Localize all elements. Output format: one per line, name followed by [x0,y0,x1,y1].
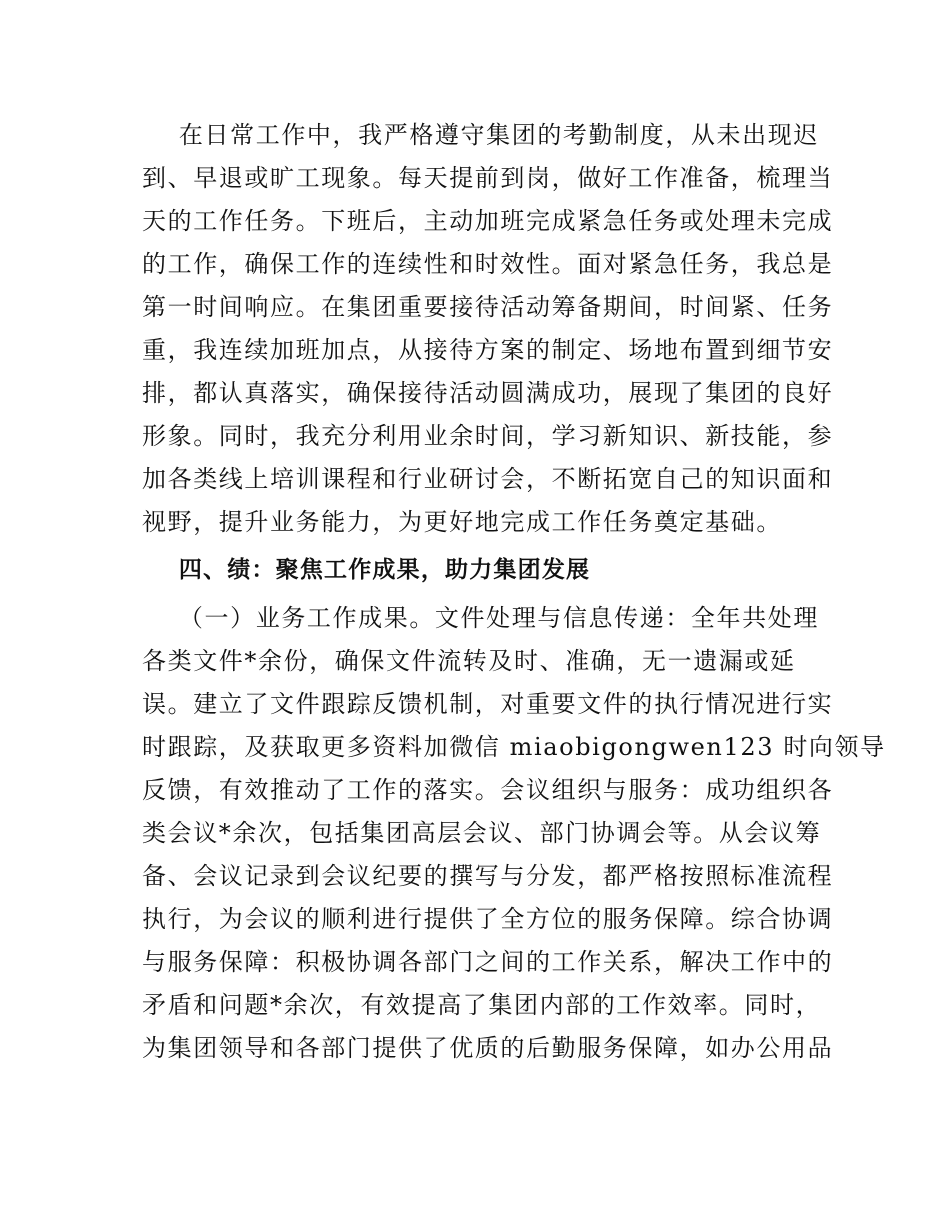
text-line: 排，都认真落实，确保接待活动圆满成功，展现了集团的良好 [142,379,834,407]
text-line: 误。建立了文件跟踪反馈机制，对重要文件的执行情况进行实 [142,690,834,718]
text-line: 在日常工作中，我严格遵守集团的考勤制度，从未出现迟 [142,121,819,149]
text-line: 的工作，确保工作的连续性和时效性。面对紧急任务，我总是 [142,250,834,278]
text-line: （一）业务工作成果。文件处理与信息传递：全年共处理 [142,604,819,632]
text-line: 与服务保障：积极协调各部门之间的工作关系，解决工作中的 [142,948,834,976]
text-line: 到、早退或旷工现象。每天提前到岗，做好工作准备，梳理当 [142,164,834,192]
text-line: 时跟踪，及获取更多资料加微信 miaobigongwen123 时向领导 [142,733,886,761]
text-line: 天的工作任务。下班后，主动加班完成紧急任务或处理未完成 [142,207,834,235]
text-line: 加各类线上培训课程和行业研讨会，不断拓宽自己的知识面和 [142,465,834,493]
text-line: 第一时间响应。在集团重要接待活动筹备期间，时间紧、任务 [142,293,834,321]
text-line: 重，我连续加班加点，从接待方案的制定、场地布置到细节安 [142,336,834,364]
text-line: 类会议*余次，包括集团高层会议、部门协调会等。从会议筹 [142,819,822,847]
section-heading: 四、绩：聚焦工作成果，助力集团发展 [142,557,591,583]
text-line: 备、会议记录到会议纪要的撰写与分发，都严格按照标准流程 [142,862,834,890]
text-line: 矛盾和问题*余次，有效提高了集团内部的工作效率。同时， [142,991,822,1019]
text-line: 各类文件*余份，确保文件流转及时、准确，无一遗漏或延 [142,647,796,675]
text-line: 反馈，有效推动了工作的落实。会议组织与服务：成功组织各 [142,776,834,804]
text-line: 形象。同时，我充分利用业余时间，学习新知识、新技能，参 [142,422,834,450]
text-line: 执行，为会议的顺利进行提供了全方位的服务保障。综合协调 [142,905,834,933]
document-body [142,114,886,1070]
paragraph-attendance [142,114,834,544]
text-line: 视野，提升业务能力，为更好地完成工作任务奠定基础。 [142,508,782,536]
text-line: 为集团领导和各部门提供了优质的后勤服务保障，如办公用品 [142,1034,834,1062]
paragraph-achievements [142,597,886,1070]
